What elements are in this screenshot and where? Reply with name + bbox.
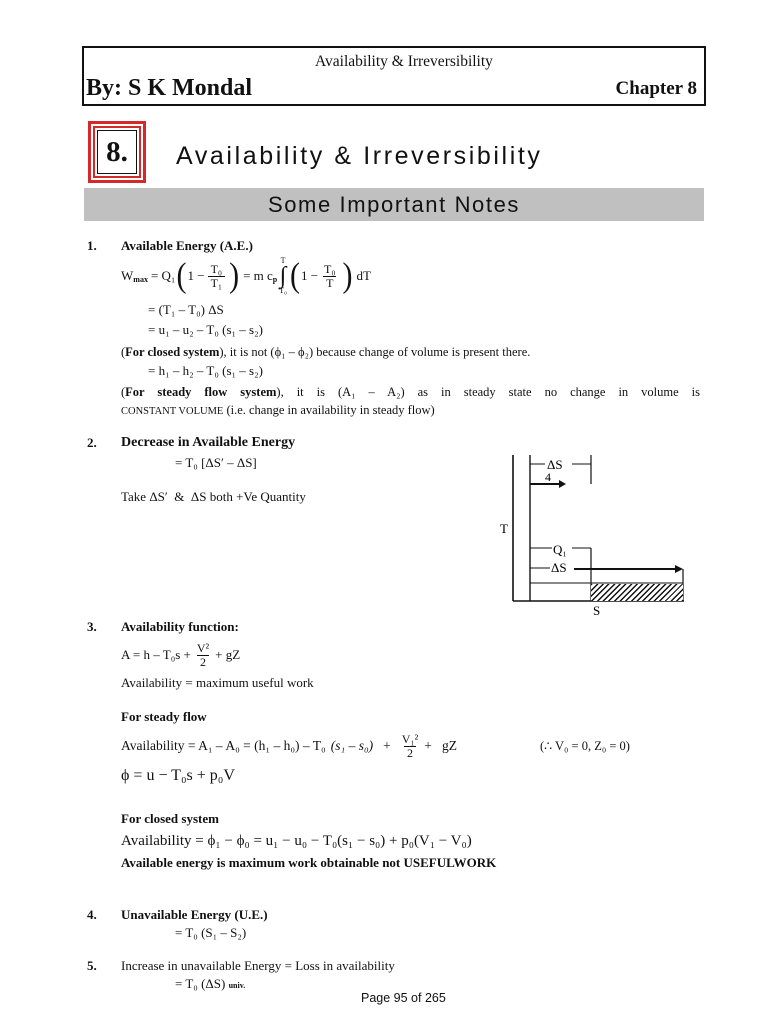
phi-equation: ϕ = u − T₀s + p₀V (121, 767, 235, 784)
constant-volume-rest: (i.e. change in availability in steady flow) (226, 403, 435, 417)
availability-definition: Availability = maximum useful work (121, 675, 314, 690)
fraction-t0-t-denominator: T (323, 276, 336, 290)
loss-availability-eq (175, 976, 245, 994)
section-3-number: 3. (87, 619, 97, 634)
section-5-text: Increase in unavailable Energy = Loss in availability (121, 958, 395, 973)
avail-fn-lhs: A = h – T₀s + (121, 647, 191, 662)
section-4-heading: Unavailable Energy (U.E.) (121, 907, 268, 922)
notes-banner-text: Some Important Notes (267, 191, 521, 217)
wmax-symbol: W (121, 268, 134, 283)
available-energy-eq-4: = h₁ – h₂ – T₀ (s₁ – s₂) (148, 363, 263, 378)
loss-availability-eq-sub: univ. (228, 981, 246, 990)
steady-note-open: ( (121, 385, 126, 399)
paren-open-b: ( (289, 256, 300, 295)
paren-close-b: ) (342, 256, 353, 295)
integral (279, 257, 287, 295)
fraction-t0-t-numerator: T₀ (324, 261, 336, 276)
steady-note-bold: For steady flow system (125, 385, 277, 399)
section-4-number: 4. (87, 907, 97, 922)
section-2-heading: Decrease in Available Energy (121, 435, 296, 450)
steady-flow-condition: (∴ V₀ = 0, Z₀ = 0) (540, 739, 630, 753)
eq-m-c: = m c (243, 268, 273, 283)
steady-flow-equation (121, 729, 457, 763)
one-minus-b: 1 − (300, 268, 319, 283)
wmax-equation (121, 256, 371, 295)
section-1-number: 1. (87, 238, 97, 253)
decrease-energy-note: Take ΔS′ & ΔS both +Ve Quantity (121, 489, 306, 504)
header-author: By: S K Mondal (86, 75, 253, 101)
notes-banner (84, 188, 704, 221)
steady-eq-paren: (s₁ – s₀) (330, 738, 374, 753)
header-chapter: Chapter 8 (615, 78, 697, 99)
header-subject: Availability & Irreversibility (315, 53, 493, 70)
s-axis-label: S (593, 603, 601, 618)
section-1-heading: Available Energy (A.E.) (121, 238, 253, 253)
constant-volume-caps: CONSTANT VOLUME (121, 406, 224, 417)
wmax-eq-q: = Q₁ (150, 268, 176, 283)
chapter-title: Availability & Irreversibility (176, 142, 543, 170)
cp-subscript: p (272, 275, 278, 284)
fraction-v1sq-numerator: V₁² (401, 731, 419, 746)
steady-eq-rhs: + gZ (424, 738, 457, 753)
fraction-v2-2 (194, 642, 212, 669)
fraction-v1sq-denominator: 2 (404, 746, 416, 760)
integral-upper-limit: T (280, 256, 286, 265)
label-4: 4 (545, 470, 551, 484)
ds-bottom-label: ΔS (551, 560, 567, 575)
avail-fn-rhs: + gZ (215, 647, 241, 662)
integral-lower-limit: T₀ (279, 286, 287, 295)
closed-note-rest: ), it is not (ϕ₁ – ϕ₂) because change of volume is present there. (219, 345, 531, 359)
available-energy-note: Available energy is maximum work obtainable not USEFULWORK (121, 855, 497, 870)
unavailable-energy-eq: = T₀ (S₁ – S₂) (175, 925, 247, 940)
q1-label: Q₁ (553, 542, 567, 557)
section-3-heading: Availability function: (121, 619, 239, 634)
upper-arrow-head (559, 480, 566, 488)
wmax-subscript: max (133, 275, 148, 284)
available-energy-eq-3: = u₁ – u₂ – T₀ (s₁ – s₂) (148, 322, 263, 337)
ds-top-label: ΔS (547, 457, 563, 472)
steady-eq-lhs: Availability = A₁ – A₀ = (h₁ – h₀) – T₀ (121, 738, 326, 753)
chapter-number-inner-frame (93, 126, 141, 178)
fraction-t0-t1-numerator: T₀ (210, 261, 223, 276)
steady-flow-heading: For steady flow (121, 709, 207, 724)
dt-term: dT (356, 268, 371, 283)
steady-eq-plus: + (383, 738, 391, 753)
closed-system-heading: For closed system (121, 811, 219, 826)
closed-note-bold: For closed system (125, 345, 220, 359)
decrease-energy-eq: = T₀ [ΔS′ – ΔS] (175, 455, 257, 470)
loss-availability-eq-main: = T₀ (ΔS) (175, 976, 226, 991)
fraction-t0-t (321, 263, 339, 290)
constant-volume-note (121, 402, 435, 420)
fraction-v2-denominator: 2 (197, 655, 209, 669)
page-number: Page 95 of 265 (361, 991, 446, 1005)
availability-function-eq (121, 638, 240, 672)
available-energy-eq-2: = (T₁ – T₀) ΔS (148, 302, 224, 317)
paren-open-a: ( (176, 256, 187, 295)
one-minus-a: 1 − (187, 268, 205, 283)
section-5-number: 5. (87, 958, 97, 973)
fraction-t0-t1 (208, 263, 226, 290)
hatched-area (591, 584, 683, 601)
steady-flow-note (121, 384, 700, 400)
chapter-number-box (88, 121, 146, 183)
lower-arrow-head (675, 565, 683, 573)
paren-close-a: ) (229, 256, 240, 295)
steady-note-rest: ), it is (A₁ – A₂) as in steady state no change in volume is (276, 385, 701, 399)
t-axis-label: T (500, 521, 508, 536)
fraction-v2-numerator: V² (196, 640, 210, 655)
fraction-v1sq-2 (399, 733, 421, 760)
fraction-t0-t1-denominator: T₁ (208, 276, 226, 290)
closed-note-open: ( (121, 345, 126, 359)
closed-system-note (121, 344, 530, 360)
integral-sign: ∫ (279, 263, 287, 289)
section-2-number: 2. (87, 435, 97, 450)
closed-system-equation: Availability = ϕ₁ − ϕ₀ = u₁ − u₀ − T₀(s₁ − s₀) + p₀(V₁ − V₀) (121, 833, 472, 849)
chapter-number: 8. (97, 130, 137, 174)
